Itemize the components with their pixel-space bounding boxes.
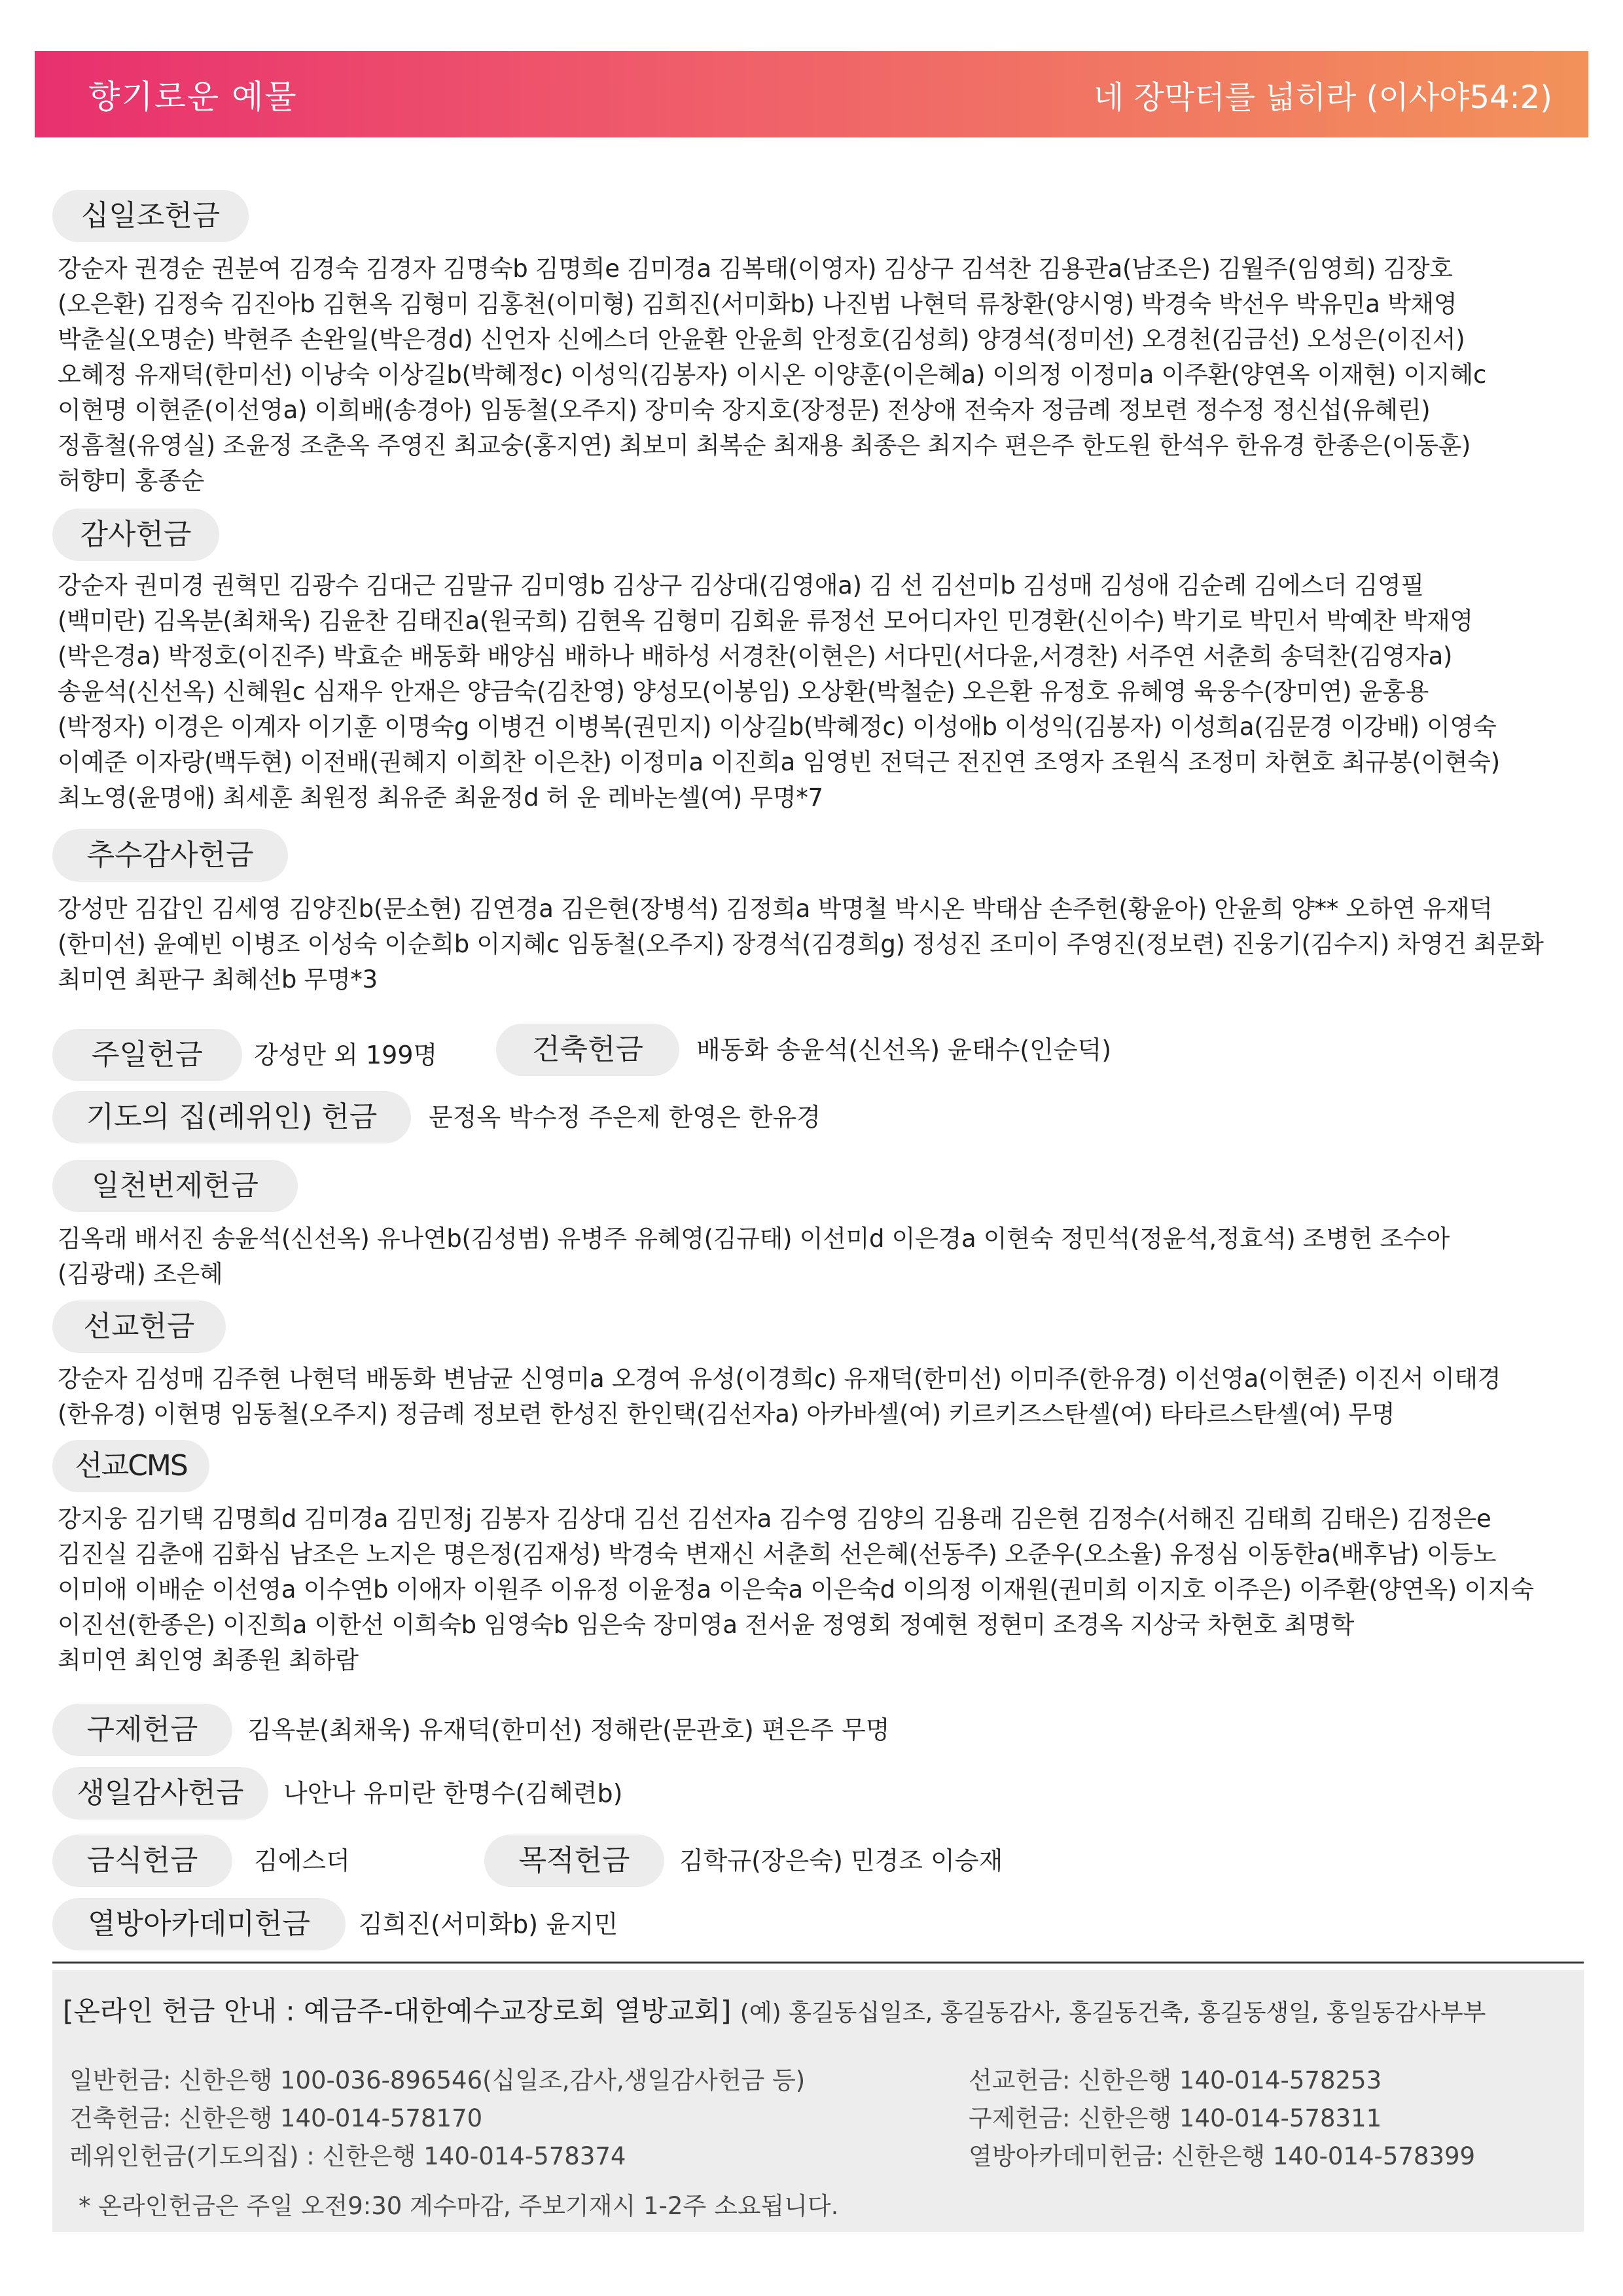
academy-label: 열방아카데미헌금 [52,1898,346,1950]
purpose-names: 김학규(장은숙) 민경조 이승재 [679,1846,1003,1875]
mission-cms-label: 선교CMS [52,1440,209,1492]
fasting-names: 김에스더 [254,1846,350,1875]
purpose-label: 목적헌금 [484,1835,664,1887]
fasting-label: 금식헌금 [52,1835,232,1887]
mission-label: 선교헌금 [52,1300,226,1353]
thanks-names: 강순자 권미경 권혁민 김광수 김대근 김말규 김미영b 김상구 김상대(김영애a) 김 선 김선미b 김성매 김성애 김순례 김에스더 김영필 (백미란) 김옥분(최채욱) 김윤찬 김태진a(원국희) 김현옥 김형미 김회윤 류정선 모어디자인 민경환(신이수) 박기로 박민서 박예찬 박재영 (박은경a) 박정호(이진주) 박효순 배동화 배양심 배하나 배하성 서경찬(이현은) 서다민(서다윤,서경찬) 서주연 서춘희 송덕찬(김영자a) 송윤석(신선옥) 신혜원c 심재우 안재은 양금숙(김찬영) 양성모(이봉임) 오상환(박철순) 오은환 유정호 유혜영 육웅수(장미연) 윤홍용 (박정자) 이경은 이계자 이기훈 이명숙g 이병건 이병복(권민지) 이상길b(박혜정c) 이성애b 이성익(김봉자) 이성희a(김문경 이강배) 이영숙 이예준 이자랑(백두현) 이전배(권혜지 이희찬 이은찬) 이정미a 이진희a 임영빈 전덕근 전진연 조영자 조원식 조정미 차현호 최규봉(이현숙) 최노영(윤명애) 최세훈 최원정 최유준 최윤정d 허 운 레바논셀(여) 무명*7 [58,571,1500,812]
sunday-names: 강성만 외 199명 [254,1041,438,1069]
mission-cms-names: 강지웅 김기택 김명희d 김미경a 김민정j 김봉자 김상대 김선 김선자a 김수영 김양의 김용래 김은현 김정수(서해진 김태희 김태은) 김정은e 김진실 김춘애 김화심 남조은 노지은 명은정(김재성) 박경숙 변재신 서춘희 선은혜(선동주) 오준우(오소율) 유정심 이동한a(배후남) 이등노 이미애 이배순 이선영a 이수연b 이애자 이원주 이유정 이윤정a 이은숙a 이은숙d 이의정 이재원(권미희 이지호 이주은) 이주환(양연옥) 이지숙 이진선(한종은) 이진희a 이한선 이희숙b 임영숙b 임은숙 장미영a 전서윤 정영회 정예현 정현미 조경옥 지상국 차현호 최명학 최미연 최인영 최종원 최하람 [58,1505,1534,1674]
relief-names: 김옥분(최채욱) 유재덕(한미선) 정해란(문관호) 편은주 무명 [247,1715,890,1744]
building-names: 배동화 송윤석(신선옥) 윤태수(인순덕) [696,1035,1112,1064]
relief-label: 구제헌금 [52,1704,232,1756]
birthday-label: 생일감사헌금 [52,1767,268,1820]
sunday-label: 주일헌금 [52,1029,242,1081]
accounts-right: 선교헌금: 신한은행 140-014-578253 구제헌금: 신한은행 140-014-578311 열방아카데미헌금: 신한은행 140-014-578399 [969,2066,1476,2170]
prayer-house-names: 문정옥 박수정 주은제 한영은 한유경 [429,1103,821,1132]
thanks-label: 감사헌금 [52,509,219,561]
harvest-label: 추수감사헌금 [52,829,288,882]
online-offering-guide [52,1970,1584,2232]
birthday-names: 나안나 유미란 한명수(김혜련b) [283,1779,623,1808]
tithe-label: 십일조헌금 [52,190,249,242]
guide-example: (예) 홍길동십일조, 홍길동감사, 홍길동건축, 홍길동생일, 홍일동감사부부 [740,2000,1486,2026]
guide-title-row [63,1990,1486,2029]
guide-note: * 온라인헌금은 주일 오전9:30 계수마감, 주보기재시 1-2주 소요됩니다. [79,2192,839,2220]
mission-names: 강순자 김성매 김주현 나현덕 배동화 변남균 신영미a 오경여 유성(이경희c) 유재덕(한미선) 이미주(한유경) 이선영a(이현준) 이진서 이태경 (한유경) 이현명 임동철(오주지) 정금례 정보련 한성진 한인택(김선자a) 아카바셀(여) 키르키즈스탄셀(여) 타타르스탄셀(여) 무명 [58,1365,1501,1428]
ilcheon-names: 김옥래 배서진 송윤석(신선옥) 유나연b(김성범) 유병주 유혜영(김규태) 이선미d 이은경a 이현숙 정민석(정윤석,정효석) 조병헌 조수아 (김광래) 조은혜 [58,1225,1450,1288]
building-label: 건축헌금 [496,1024,679,1076]
divider [52,1962,1584,1964]
header-verse: 네 장막터를 넓히라 (이사야54:2) [1093,79,1552,116]
tithe-names: 강순자 권경순 권분여 김경숙 김경자 김명숙b 김명희e 김미경a 김복태(이영자) 김상구 김석찬 김용관a(남조은) 김월주(임영희) 김장호 (오은환) 김정숙 김진아b 김현옥 김형미 김홍천(이미형) 김희진(서미화b) 나진범 나현덕 류창환(양시영) 박경숙 박선우 박유민a 박채영 박춘실(오명순) 박현주 손완일(박은경d) 신언자 신에스더 안윤환 안윤희 안정호(김성희) 양경석(정미선) 오경천(김금선) 오성은(이진서) 오혜정 유재덕(한미선) 이낭숙 이상길b(박혜정c) 이성익(김봉자) 이시온 이양훈(이은혜a) 이의정 이정미a 이주환(양연옥 이재현) 이지혜c 이현명 이현준(이선영a) 이희배(송경아) 임동철(오주지) 장미숙 장지호(장정문) 전상애 전숙자 정금례 정보련 정수정 정신섭(유혜린) 정흠철(유영실) 조윤정 조춘옥 주영진 최교숭(홍지연) 최보미 최복순 최재용 최종은 최지수 편은주 한도원 한석우 한유경 한종은(이동훈) 허향미 홍종순 [58,255,1486,495]
ilcheon-label: 일천번제헌금 [52,1160,298,1212]
page-header [35,51,1588,137]
academy-names: 김희진(서미화b) 윤지민 [359,1910,618,1939]
header-title: 향기로운 예물 [88,78,298,116]
guide-title: [온라인 헌금 안내 : 예금주-대한예수교장로회 열방교회] [63,1995,732,2027]
prayer-house-label: 기도의 집(레위인) 헌금 [52,1091,411,1143]
harvest-names: 강성만 김갑인 김세영 김양진b(문소현) 김연경a 김은현(장병석) 김정희a 박명철 박시온 박태삼 손주헌(황윤아) 안윤희 양** 오하연 유재덕 (한미선) 윤예빈 이병조 이성숙 이순희b 이지혜c 임동철(오주지) 장경석(김경희g) 정성진 조미이 주영진(정보련) 진웅기(김수지) 차영건 최문화 최미연 최판구 최혜선b 무명*3 [58,895,1544,994]
accounts-left: 일반헌금: 신한은행 100-036-896546(십일조,감사,생일감사헌금 등) 건축헌금: 신한은행 140-014-578170 레위인헌금(기도의집) : 신한은행 140-014-578374 [69,2066,806,2170]
